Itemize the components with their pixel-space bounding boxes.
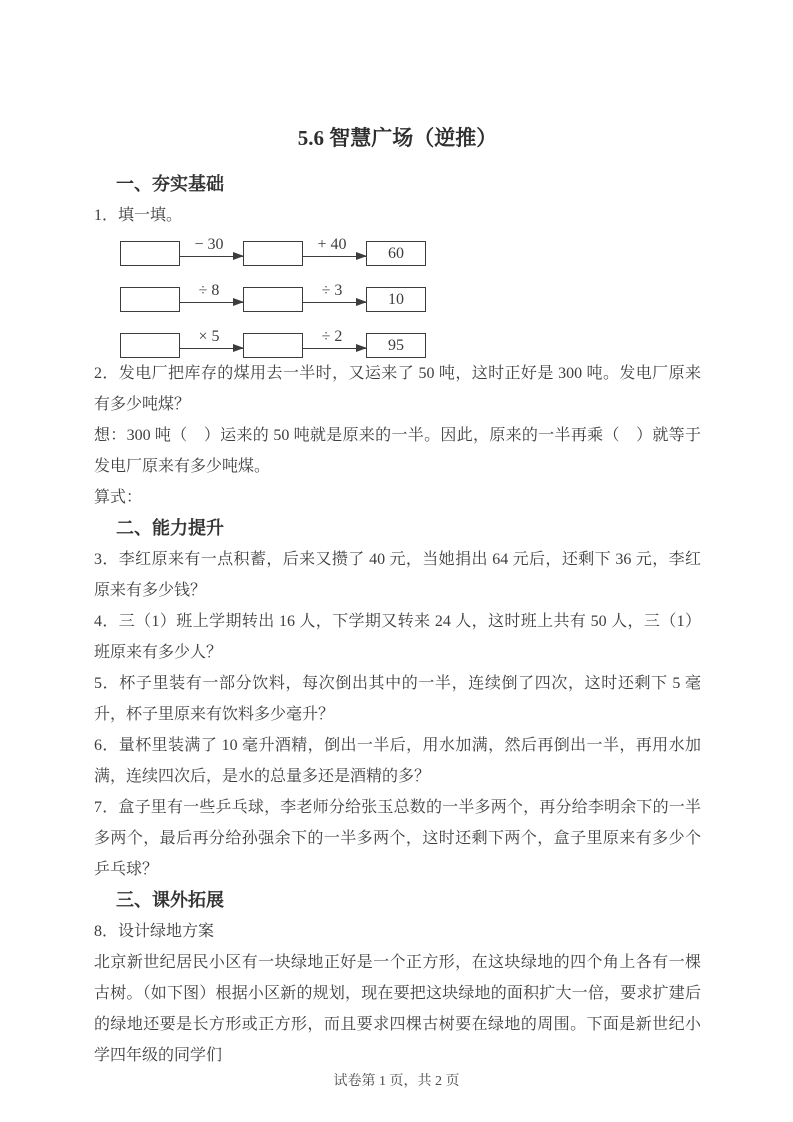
section-heading-basics: 一、夯实基础 <box>116 174 224 194</box>
question-5-text: 5．杯子里装有一部分饮料，每次倒出其中的一半，连续倒了四次，这时还剩下 5 毫升，杯子里原来有饮料多少毫升？ <box>94 675 701 723</box>
fill-in-box <box>120 241 180 266</box>
diagram-row-3 <box>120 328 426 358</box>
operation-label: − 30 <box>194 236 224 253</box>
page-title: 5.6 智慧广场（逆推） <box>297 126 498 150</box>
question-2-text: 2．发电厂把库存的煤用去一半时，又运来了 50 吨，这时正好是 300 吨。发电厂原来有多少吨煤？ <box>94 365 701 413</box>
question-6-text: 6．量杯里装满了 10 毫升酒精，倒出一半后，用水加满，然后再倒出一半，再用水加满，连续四次后，是水的总量多还是酒精的多？ <box>94 737 701 785</box>
diagram-row-1 <box>120 236 426 266</box>
result-box: 10 <box>366 287 426 312</box>
operation-label: ÷ 8 <box>198 282 220 299</box>
fill-in-box <box>243 333 303 358</box>
arrow-right-icon <box>303 236 366 257</box>
question-3-text: 3．李红原来有一点积蓄，后来又攒了 40 元，当她捐出 64 元后，还剩下 36 元，李红原来有多少钱？ <box>94 551 701 599</box>
operation-label: ÷ 3 <box>321 282 343 299</box>
question-4-text: 4．三（1）班上学期转出 16 人，下学期又转来 24 人，这时班上共有 50 人，三（1）班原来有多少人？ <box>94 613 701 661</box>
operation-label: + 40 <box>317 236 347 253</box>
fill-in-box <box>243 287 303 312</box>
arrow-right-icon <box>180 328 243 349</box>
result-box: 60 <box>366 241 426 266</box>
fill-in-box <box>120 287 180 312</box>
question-8-text: 北京新世纪居民小区有一块绿地正好是一个正方形，在这块绿地的四个角上各有一棵古树。（如下图）根据小区新的规划，现在要把这块绿地的面积扩大一倍，要求扩建后的绿地还要是长方形或正方形，而且要求四棵古树要在绿地的周围。下面是新世纪小学四年级的同学们 <box>94 954 701 1064</box>
arrow-right-icon <box>180 236 243 257</box>
operation-label: × 5 <box>198 328 220 345</box>
arrow-right-icon <box>303 282 366 303</box>
section-heading-ability: 二、能力提升 <box>116 518 224 538</box>
fill-in-box <box>120 333 180 358</box>
question-2-hint: 想：300 吨（ ）运来的 50 吨就是原来的一半。因此，原来的一半再乘（ ）就等于发电厂原来有多少吨煤。 <box>94 427 701 475</box>
diagram-row-2 <box>120 282 426 312</box>
question-8-title: 8．设计绿地方案 <box>94 923 215 940</box>
arrow-right-icon <box>303 328 366 349</box>
section-heading-extension: 三、课外拓展 <box>116 890 224 910</box>
flow-diagram <box>120 236 426 358</box>
result-box: 95 <box>366 333 426 358</box>
question-2-formula-label: 算式： <box>94 489 143 506</box>
question-7-text: 7．盒子里有一些乒乓球，李老师分给张玉总数的一半多两个，再分给李明余下的一半多两个，最后再分给孙强余下的一半多两个，这时还剩下两个，盒子里原来有多少个乒乓球？ <box>94 799 701 878</box>
question-1-text: 1．填一填。 <box>94 207 183 224</box>
operation-label: ÷ 2 <box>321 328 343 345</box>
page-footer: 试卷第 1 页，共 2 页 <box>333 1074 460 1089</box>
fill-in-box <box>243 241 303 266</box>
arrow-right-icon <box>180 282 243 303</box>
